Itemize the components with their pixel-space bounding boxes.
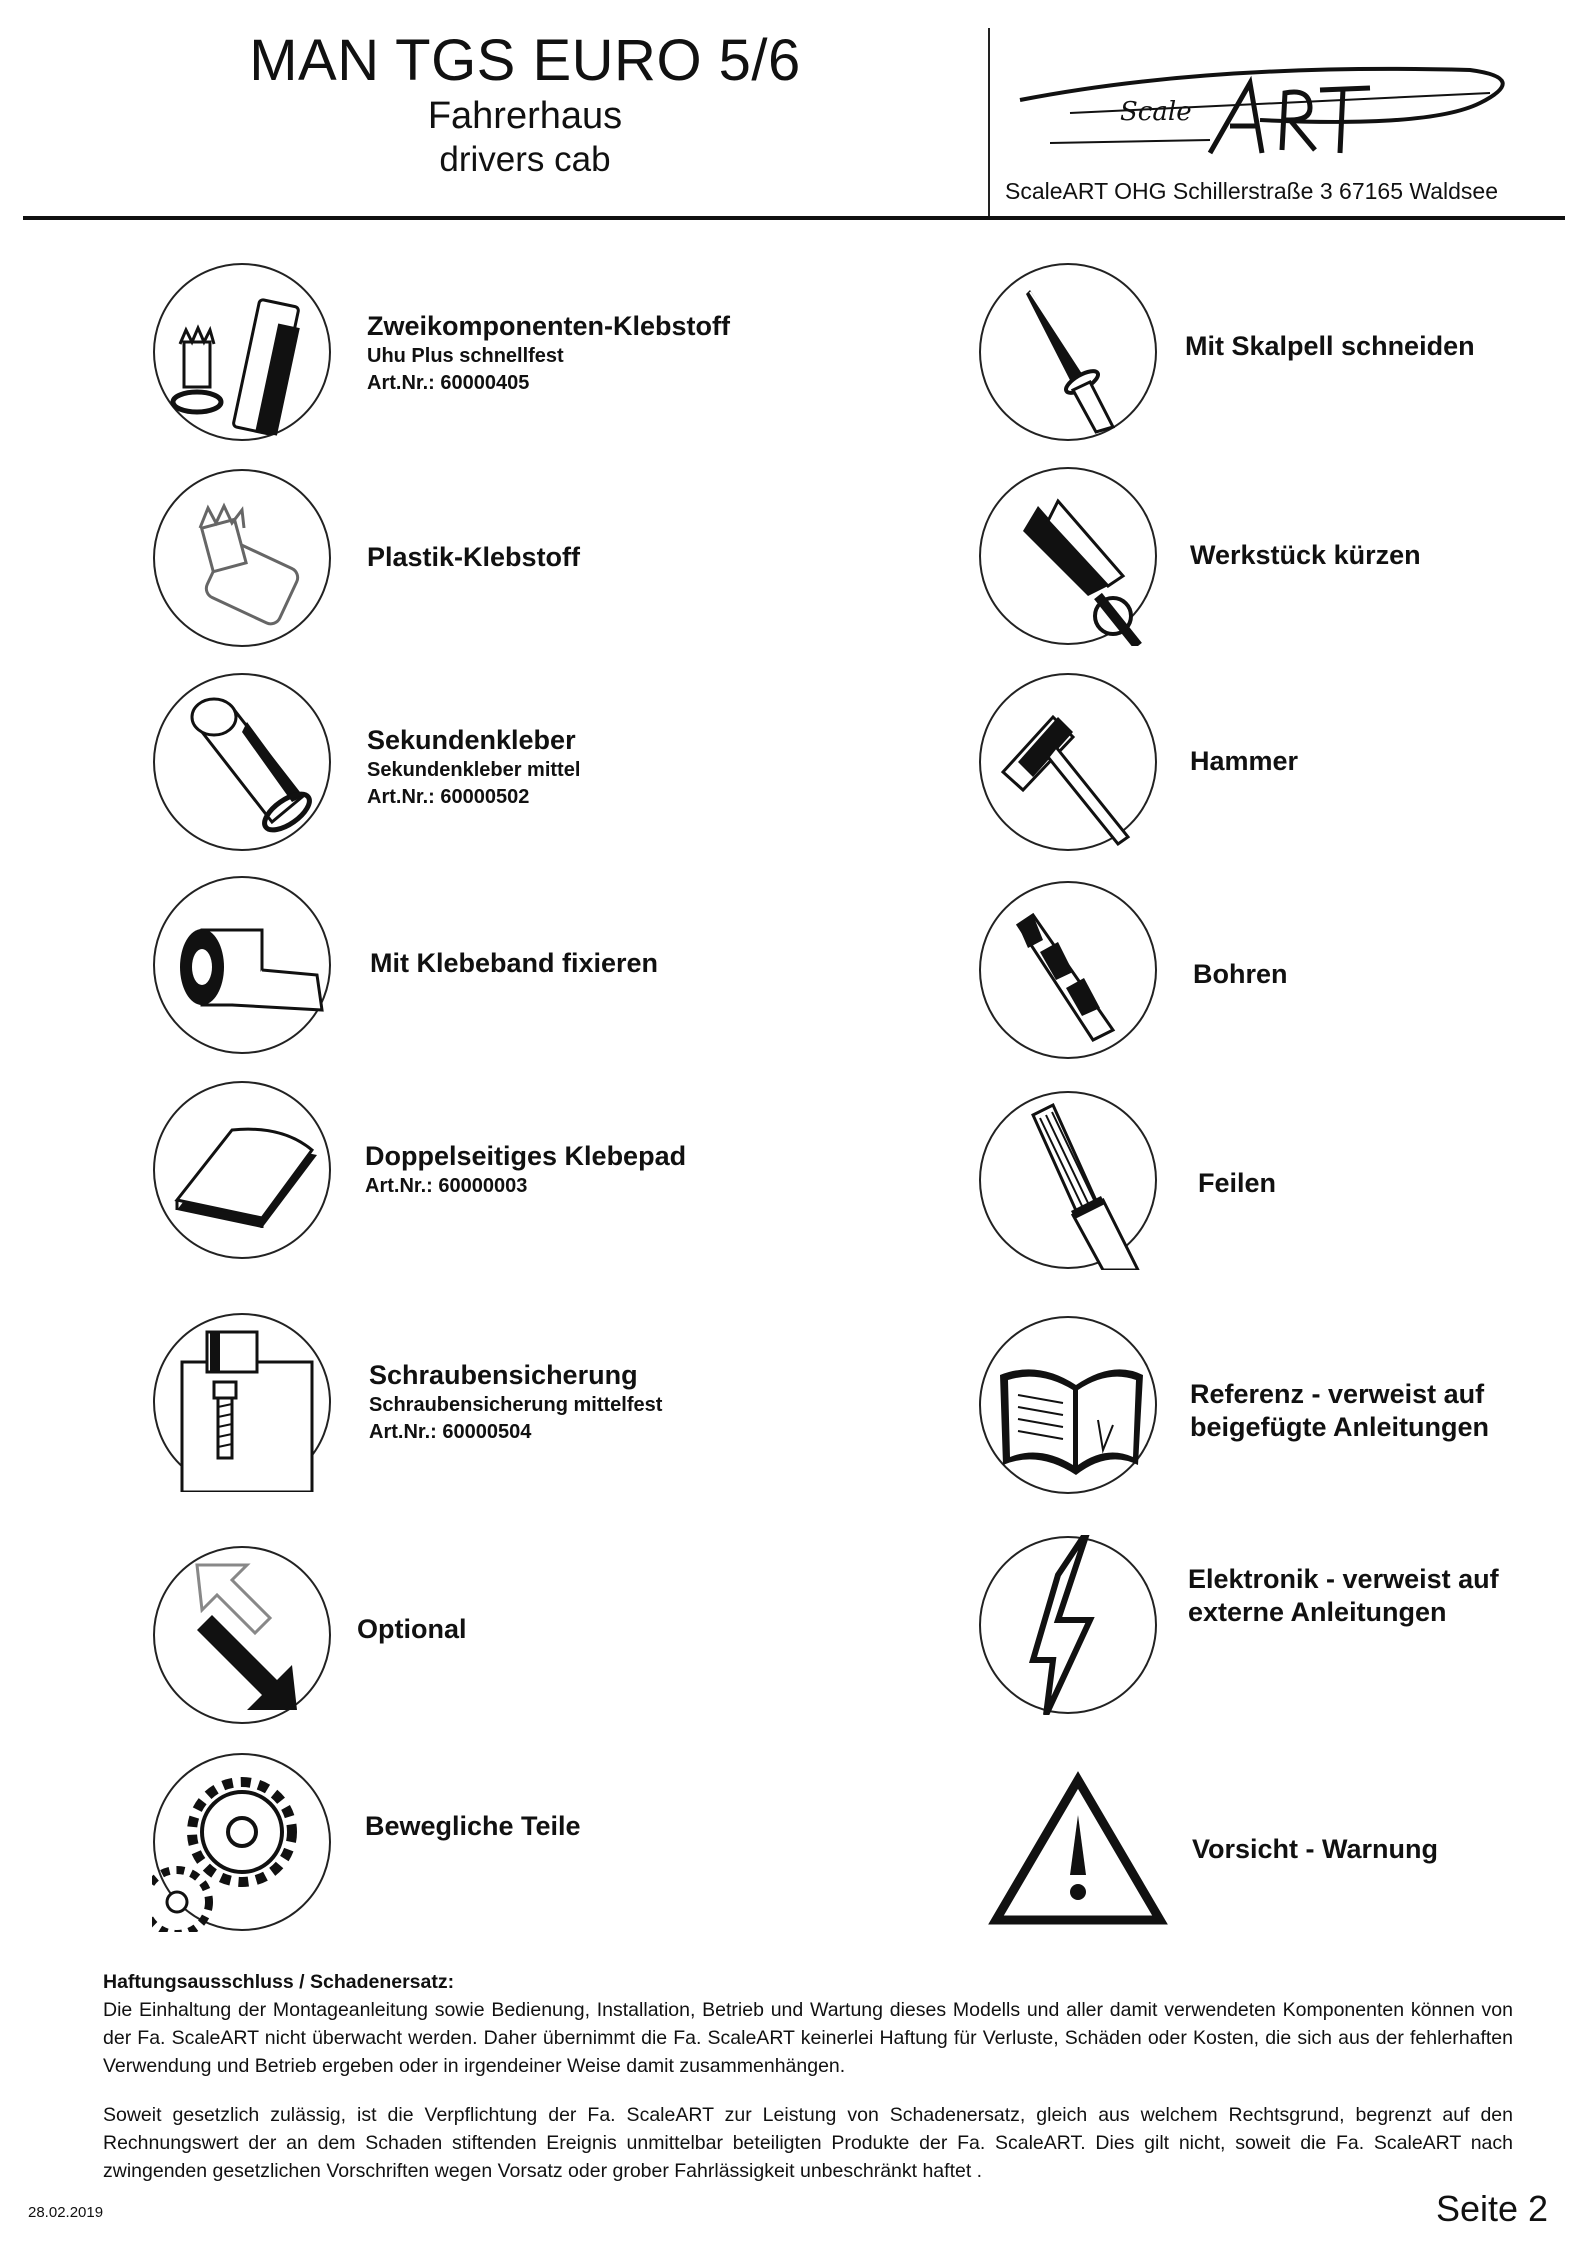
- liability-disclaimer: [103, 1968, 1513, 2206]
- disclaimer-paragraph: Soweit gesetzlich zulässig, ist die Verpflichtung der Fa. ScaleART zur Leistung von Schadenersatz, gleich aus welchem Rechtsgrund, begrenzt auf den Rechnungswert der an dem Schaden stiftenden Ereignis unmittelbar beteiligten Produkte der Fa. ScaleART. Dies gilt nicht, soweit die Fa. ScaleART nach zwingenden gesetzlichen Vorschriften wegen Vorsatz oder grober Fahrlässigkeit unbeschränkt haftet .: [103, 2104, 1513, 2182]
- scaleart-logo: [1010, 58, 1520, 158]
- company-address: ScaleART OHG Schillerstraße 3 67165 Waldsee: [1005, 178, 1499, 204]
- legend-title: Referenz - verweist auf: [1190, 1379, 1485, 1409]
- svg-text:Scale: Scale: [1120, 97, 1192, 127]
- page-title: MAN TGS EURO 5/6: [249, 28, 801, 93]
- disclaimer-paragraph: Die Einhaltung der Montageanleitung sowie Bedienung, Installation, Betrieb und Wartung dieses Modells und aller damit verwendeten Komponenten können von der Fa. ScaleART nicht überwacht werden. Daher übernimmt die Fa. ScaleART keinerlei Haftung für Verluste, Schäden oder Kosten, die sich aus der fehlerhaften Verwendung und Betrieb ergeben oder in irgendeiner Weise damit zusammenhängen.: [103, 1999, 1513, 2077]
- header-divider: [988, 28, 990, 218]
- cutter-pliers-icon: [978, 466, 1158, 646]
- page-number: Seite 2: [1436, 2188, 1549, 2229]
- legend-title: Werkstück kürzen: [1190, 540, 1421, 570]
- book-reference-icon: [978, 1315, 1158, 1495]
- legend-subtitle: Schraubensicherung mittelfest: [369, 1394, 663, 1416]
- header-rule: [23, 216, 1565, 220]
- legend-title: Mit Klebeband fixieren: [370, 948, 659, 978]
- legend-title: Bewegliche Teile: [365, 1811, 581, 1841]
- plastic-glue-icon: [152, 468, 332, 648]
- lightning-icon: [978, 1535, 1158, 1715]
- legend-title: Hammer: [1190, 746, 1299, 776]
- super-glue-icon: [152, 672, 332, 852]
- file-tool-icon: [978, 1090, 1158, 1270]
- document-date: 28.02.2019: [28, 2204, 104, 2221]
- legend-subtitle: Uhu Plus schnellfest: [367, 345, 564, 367]
- legend-title: Doppelseitiges Klebepad: [365, 1141, 687, 1171]
- legend-title: Sekundenkleber: [367, 725, 576, 755]
- legend-title-line2: externe Anleitungen: [1188, 1597, 1447, 1627]
- optional-arrows-icon: [152, 1545, 332, 1725]
- page-subtitle-english: drivers cab: [439, 140, 611, 179]
- legend-title: Feilen: [1198, 1168, 1277, 1198]
- legend-article-number: Art.Nr.: 60000502: [367, 786, 530, 808]
- hammer-icon: [978, 672, 1158, 852]
- legend-article-number: Art.Nr.: 60000003: [365, 1175, 528, 1197]
- legend-title-line2: beigefügte Anleitungen: [1190, 1412, 1489, 1442]
- legend-title: Mit Skalpell schneiden: [1185, 331, 1475, 361]
- disclaimer-heading: Haftungsausschluss / Schadenersatz:: [103, 1971, 455, 1993]
- legend-title: Schraubensicherung: [369, 1360, 638, 1390]
- tape-icon: [152, 875, 332, 1055]
- two-component-glue-icon: [152, 262, 332, 442]
- legend-article-number: Art.Nr.: 60000504: [369, 1421, 532, 1443]
- legend-article-number: Art.Nr.: 60000405: [367, 372, 530, 394]
- legend-title: Bohren: [1193, 959, 1288, 989]
- legend-title: Plastik-Klebstoff: [367, 542, 581, 572]
- warning-triangle-icon: [988, 1770, 1168, 1950]
- page-subtitle-german: Fahrerhaus: [427, 95, 623, 137]
- drill-bit-icon: [978, 880, 1158, 1060]
- legend-title: Zweikomponenten-Klebstoff: [367, 311, 730, 341]
- legend-title: Optional: [357, 1614, 467, 1644]
- legend-title: Elektronik - verweist auf: [1188, 1564, 1499, 1594]
- legend-subtitle: Sekundenkleber mittel: [367, 759, 581, 781]
- legend-title: Vorsicht - Warnung: [1192, 1834, 1438, 1864]
- page-header: [0, 28, 1050, 182]
- double-sided-pad-icon: [152, 1080, 332, 1260]
- moving-parts-gears-icon: [152, 1752, 332, 1932]
- scalpel-icon: [978, 262, 1158, 442]
- thread-locker-icon: [152, 1312, 332, 1492]
